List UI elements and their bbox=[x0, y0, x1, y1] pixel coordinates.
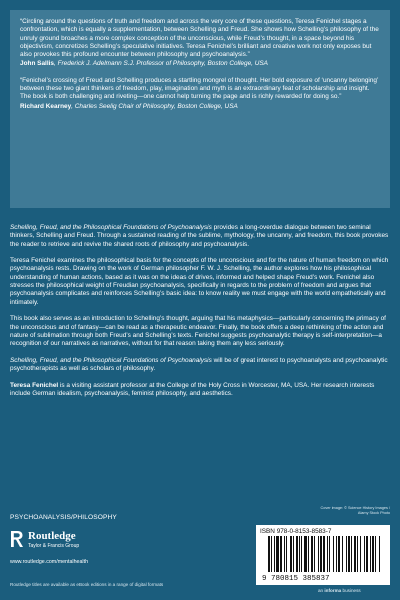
barcode-bar bbox=[293, 536, 294, 572]
book-title: Schelling, Freud, and the Philosophical Foundations of Psychoanalysis bbox=[10, 356, 212, 364]
barcode-bar bbox=[338, 536, 340, 572]
quote-author: John Sallis bbox=[20, 60, 54, 68]
barcode-bar bbox=[351, 536, 352, 572]
barcode-digits: 9 780815 385837 bbox=[262, 575, 330, 582]
barcode-bar bbox=[271, 536, 272, 572]
praise-quote-1 bbox=[20, 18, 380, 69]
informa-prefix: an bbox=[318, 588, 325, 593]
barcode-bar bbox=[286, 536, 287, 572]
publisher-block bbox=[10, 528, 210, 568]
barcode-bar bbox=[342, 536, 343, 572]
barcode bbox=[260, 536, 386, 582]
blurb-paragraph-3: This book also serves as an introduction to Schelling’s thought, arguing that his metaphysics—particularly concerning the primacy of the unconscious and of fantasy—can be read as a therapeutic endeavor. Finally, the book offers a deep rethinking of the action and nature of sublimation through both Freud’s and Schelling’s texts. Fenichel suggests psychoanalytic therapy is self-interpretation—a recognition of our narratives as narratives, without for that reason taking them any less seriously. bbox=[10, 315, 386, 348]
barcode-bar bbox=[299, 536, 300, 572]
publisher-group: Taylor & Francis Group bbox=[28, 543, 80, 549]
praise-box bbox=[10, 10, 390, 208]
quote-role: , Charles Seelig Chair of Philosophy, Boston College, USA bbox=[71, 102, 238, 110]
barcode-bar bbox=[364, 536, 365, 572]
blurb bbox=[10, 224, 390, 407]
blurb-paragraph-4 bbox=[10, 357, 390, 374]
informa-name: informa bbox=[324, 588, 342, 593]
barcode-bar bbox=[301, 536, 302, 572]
author-bio-text: is a visiting assistant professor at the College of the Holy Cross in Worcester, MA, USA. Her research interests include German idealism, psychoanalysis, feminist philosophy, and aesthetics. bbox=[10, 381, 375, 397]
informa-tagline bbox=[318, 588, 361, 593]
author-name: Teresa Fenichel bbox=[10, 381, 59, 389]
blurb-paragraph-2: Teresa Fenichel examines the philosophical basis for the concepts of the unconscious and for the nature of human freedom on which psychoanalysis rests. Drawing on the work of German philosopher F. W. J. Schelling, the author explores how his philosophical understanding of human actions, based as it was on the ideas of drives, informed and helped shape Freud’s work. Fenichel also stresses the philosophical weight of Freudian psychoanalysis, specifically in regards to the problem of freedom and argues that psychoanalysis complicates and reinforces Schelling’s basic idea: to know reality we must engage with the world empathetically and intimately. bbox=[10, 257, 389, 306]
barcode-bar bbox=[318, 536, 319, 572]
barcode-bar bbox=[379, 536, 380, 572]
barcode-bar bbox=[268, 536, 270, 572]
barcode-bar bbox=[296, 536, 298, 572]
barcode-bar bbox=[336, 536, 337, 572]
barcode-bar bbox=[366, 536, 368, 572]
book-title: Schelling, Freud, and the Philosophical Foundations of Psychoanalysis bbox=[10, 224, 212, 231]
isbn: ISBN 978-0-8153-8583-7 bbox=[260, 528, 332, 535]
barcode-bar bbox=[280, 536, 282, 572]
subject-category: PSYCHOANALYSIS/PHILOSOPHY bbox=[10, 514, 117, 521]
publisher-name: Routledge bbox=[28, 530, 76, 542]
barcode-bar bbox=[372, 536, 374, 572]
barcode-bar bbox=[346, 536, 347, 572]
ebook-note: Routledge titles are available as eBook editions in a range of digital formats bbox=[10, 582, 164, 587]
quote-attribution bbox=[20, 60, 380, 68]
barcode-box bbox=[256, 525, 390, 585]
quote-text: “Circling around the questions of truth and freedom and across the very core of these questions, Teresa Fenichel stages a confrontation, which is equally a supplementation, between Schelling and Freud. She shows how Schelling’s philosophy of the unruly ground broaches a more complex conception of the unconscious, while Freud’s thought, in a space beyond his objectivism, concretizes Schelling’s speculative initiatives. Teresa Fenichel’s brilliant and creative work not only exposes but also provokes this profound encounter between philosophy and psychoanalysis.” bbox=[20, 18, 379, 59]
barcode-bar bbox=[327, 536, 328, 572]
blurb-text: provides a long-overdue dialogue between two seminal thinkers, Schelling and Freud. Through a sustained reading of the sublime, mythology, the uncanny, and freedom, this book provokes the reader to retrieve and revive the shared roots of philosophy and psychoanalysis. bbox=[10, 224, 389, 248]
barcode-bar bbox=[348, 536, 350, 572]
quote-attribution bbox=[20, 103, 380, 111]
barcode-bar bbox=[375, 536, 376, 572]
barcode-bar bbox=[323, 536, 325, 572]
barcode-bar bbox=[290, 536, 292, 572]
barcode-bar bbox=[311, 536, 313, 572]
barcode-bar bbox=[308, 536, 309, 572]
barcode-bar bbox=[274, 536, 275, 572]
blurb-paragraph-1 bbox=[10, 224, 390, 249]
barcode-bar bbox=[304, 536, 307, 572]
barcode-bar bbox=[360, 536, 361, 572]
cover-image-credit bbox=[272, 506, 390, 516]
quote-text: “Fenichel’s crossing of Freud and Schelling produces a startling mongrel of thought. Her bold exposure of ‘uncanny belonging’ between these two giant thinkers of freedom, play, imagination and myth is an extraordinary feat of scholarship and insight. The book is both challenging and riveting—one cannot help turning the page and is richly rewarded for doing so.” bbox=[20, 76, 379, 101]
author-bio bbox=[10, 382, 390, 399]
barcode-bar bbox=[370, 536, 371, 572]
praise-quote-2 bbox=[20, 77, 380, 111]
barcode-bar bbox=[333, 536, 334, 572]
informa-suffix: business bbox=[341, 588, 361, 593]
barcode-bar bbox=[357, 536, 358, 572]
blurb-text: will be of great interest to psychoanalysts and psychoanalytic psychotherapists as well as scholars of philosophy. bbox=[10, 356, 388, 373]
credit-line: Alamy Stock Photo bbox=[357, 511, 390, 515]
barcode-bar bbox=[329, 536, 330, 572]
barcode-bar bbox=[314, 536, 315, 572]
quote-role: , Frederick J. Adelmann S.J. Professor of Philosophy, Boston College, USA bbox=[54, 60, 268, 68]
credit-line: Cover image: © Science History Images / bbox=[320, 506, 390, 510]
quote-author: Richard Kearney bbox=[20, 102, 72, 110]
barcode-bar bbox=[284, 536, 285, 572]
barcode-bar bbox=[320, 536, 322, 572]
barcode-bar bbox=[276, 536, 279, 572]
publisher-url: www.routledge.com/mentalhealth bbox=[10, 559, 89, 565]
barcode-bar bbox=[354, 536, 356, 572]
routledge-r-logo-icon bbox=[10, 530, 24, 548]
